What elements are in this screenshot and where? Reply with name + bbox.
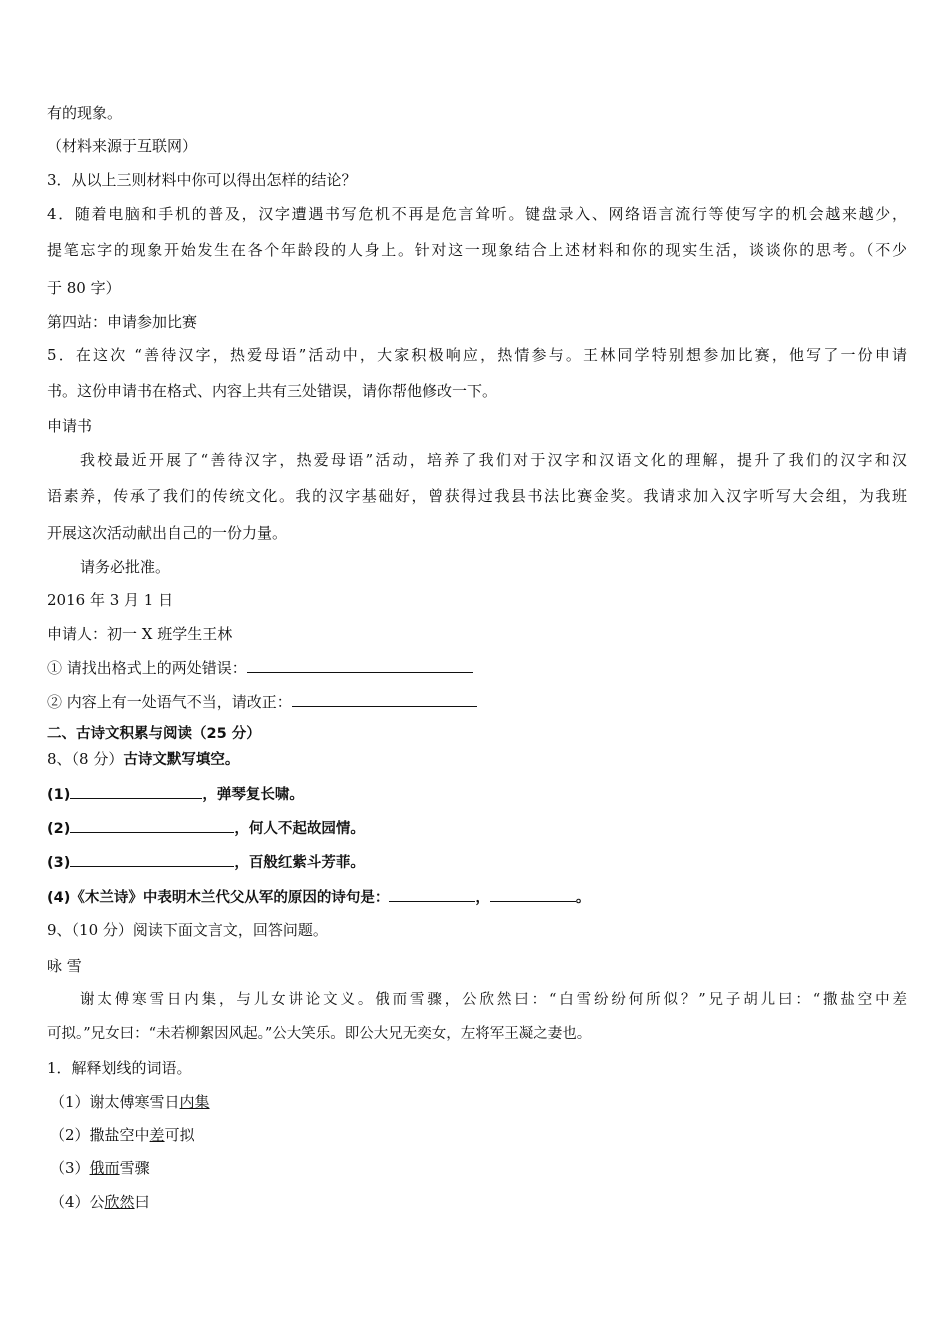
item-text: ，何人不起故园情。 xyxy=(234,821,365,837)
fill-item-2 xyxy=(47,817,907,839)
item-text: (4)《木兰诗》中表明木兰代父从军的原因的诗句是： xyxy=(47,890,390,906)
separator: ， xyxy=(475,890,490,906)
vocab-text: （2）撒盐空中 xyxy=(50,1126,150,1144)
underlined-word: 内集 xyxy=(179,1093,210,1111)
vocab-text: （4）公 xyxy=(50,1193,105,1211)
text-line: 有的现象。 xyxy=(47,104,123,122)
vocab-text: 曰 xyxy=(134,1193,150,1211)
letter-body-line-2: 语素养，传承了我们的传统文化。我的汉字基础好，曾获得过我县书法比赛金奖。我请求加入汉字听写大会组，为我班 xyxy=(47,487,907,505)
answer-blank[interactable] xyxy=(247,657,473,673)
vocab-text: 雪骤 xyxy=(119,1159,150,1177)
prompt-text: ① 请找出格式上的两处错误： xyxy=(47,659,247,677)
question-5-part-1 xyxy=(47,657,907,678)
question-5-line-2: 书。这份申请书在格式、内容上共有三处错误，请你帮他修改一下。 xyxy=(47,382,498,400)
question-5-line-1: 5．在这次 “善待汉字，热爱母语”活动中，大家积极响应，热情参与。王林同学特别想参加比赛，他写了一份申请 xyxy=(47,346,907,364)
underlined-word: 欣然 xyxy=(104,1193,135,1211)
letter-signature: 申请人：初一 X 班学生王林 xyxy=(47,625,233,643)
vocab-item-3 xyxy=(50,1158,910,1178)
letter-body-line-3: 开展这次活动献出自己的一份力量。 xyxy=(47,524,288,542)
letter-body-line-1: 我校最近开展了“善待汉字，热爱母语”活动，培养了我们对于汉字和汉语文化的理解，提升了我们的汉字和汉 xyxy=(80,451,907,469)
vocab-text: （3） xyxy=(50,1159,90,1177)
question-4-line-3: 于 80 字） xyxy=(47,279,121,297)
answer-blank[interactable] xyxy=(292,691,477,707)
sub-question-1: 1．解释划线的词语。 xyxy=(47,1059,192,1077)
fill-item-1 xyxy=(47,783,907,805)
underlined-word: 俄而 xyxy=(89,1159,120,1177)
vocab-item-4 xyxy=(50,1192,910,1212)
part-two-heading: 二、古诗文积累与阅读（25 分） xyxy=(47,726,261,742)
vocab-item-2 xyxy=(50,1125,910,1145)
question-8 xyxy=(47,749,907,770)
answer-blank[interactable] xyxy=(490,886,576,902)
classical-text-line-1: 谢太傅寒雪日内集，与儿女讲论文义。俄而雪骤，公欣然曰：“白雪纷纷何所似？”兄子胡儿曰：“撒盐空中差 xyxy=(80,992,907,1008)
section-heading: 第四站：申请参加比赛 xyxy=(47,313,198,331)
question-9: 9、（10 分）阅读下面文言文，回答问题。 xyxy=(47,921,328,939)
fill-item-4 xyxy=(47,886,907,908)
question-title: 古诗文默写填空。 xyxy=(123,752,240,768)
text-line: （材料来源于互联网） xyxy=(47,137,198,155)
letter-date: 2016 年 3 月 1 日 xyxy=(47,591,174,609)
prompt-text: ② 内容上有一处语气不当，请改正： xyxy=(47,693,292,711)
classical-text-line-2: 可拟。”兄女曰：“未若柳絮因风起。”公大笑乐。即公大兄无奕女，左将军王凝之妻也。 xyxy=(47,1026,592,1042)
vocab-item-1 xyxy=(50,1092,910,1112)
item-number: (1) xyxy=(47,787,71,803)
answer-blank[interactable] xyxy=(70,817,234,833)
question-5-part-2 xyxy=(47,691,907,712)
vocab-text: 可拟 xyxy=(164,1126,195,1144)
poem-title: 咏 雪 xyxy=(47,957,82,975)
underlined-word: 差 xyxy=(149,1126,165,1144)
item-number: (3) xyxy=(47,855,71,871)
answer-blank[interactable] xyxy=(70,783,202,799)
answer-blank[interactable] xyxy=(389,886,475,902)
item-text: ，弹琴复长啸。 xyxy=(202,787,304,803)
letter-closing: 请务必批准。 xyxy=(80,558,171,576)
answer-blank[interactable] xyxy=(70,851,234,867)
question-number: 8、（8 分） xyxy=(47,750,124,768)
vocab-text: （1）谢太傅寒雪日 xyxy=(50,1093,180,1111)
question-4-line-2: 提笔忘字的现象开始发生在各个年龄段的人身上。针对这一现象结合上述材料和你的现实生活，谈谈你的思考。（不少 xyxy=(47,241,907,259)
question-4-line-1: 4．随着电脑和手机的普及，汉字遭遇书写危机不再是危言耸听。键盘录入、网络语言流行等使写字的机会越来越少， xyxy=(47,205,907,223)
item-number: (2) xyxy=(47,821,71,837)
item-text: ，百般红紫斗芳菲。 xyxy=(234,855,365,871)
letter-title: 申请书 xyxy=(47,417,93,435)
period: 。 xyxy=(575,890,591,906)
fill-item-3 xyxy=(47,851,907,873)
question-3: 3．从以上三则材料中你可以得出怎样的结论？ xyxy=(47,171,357,189)
